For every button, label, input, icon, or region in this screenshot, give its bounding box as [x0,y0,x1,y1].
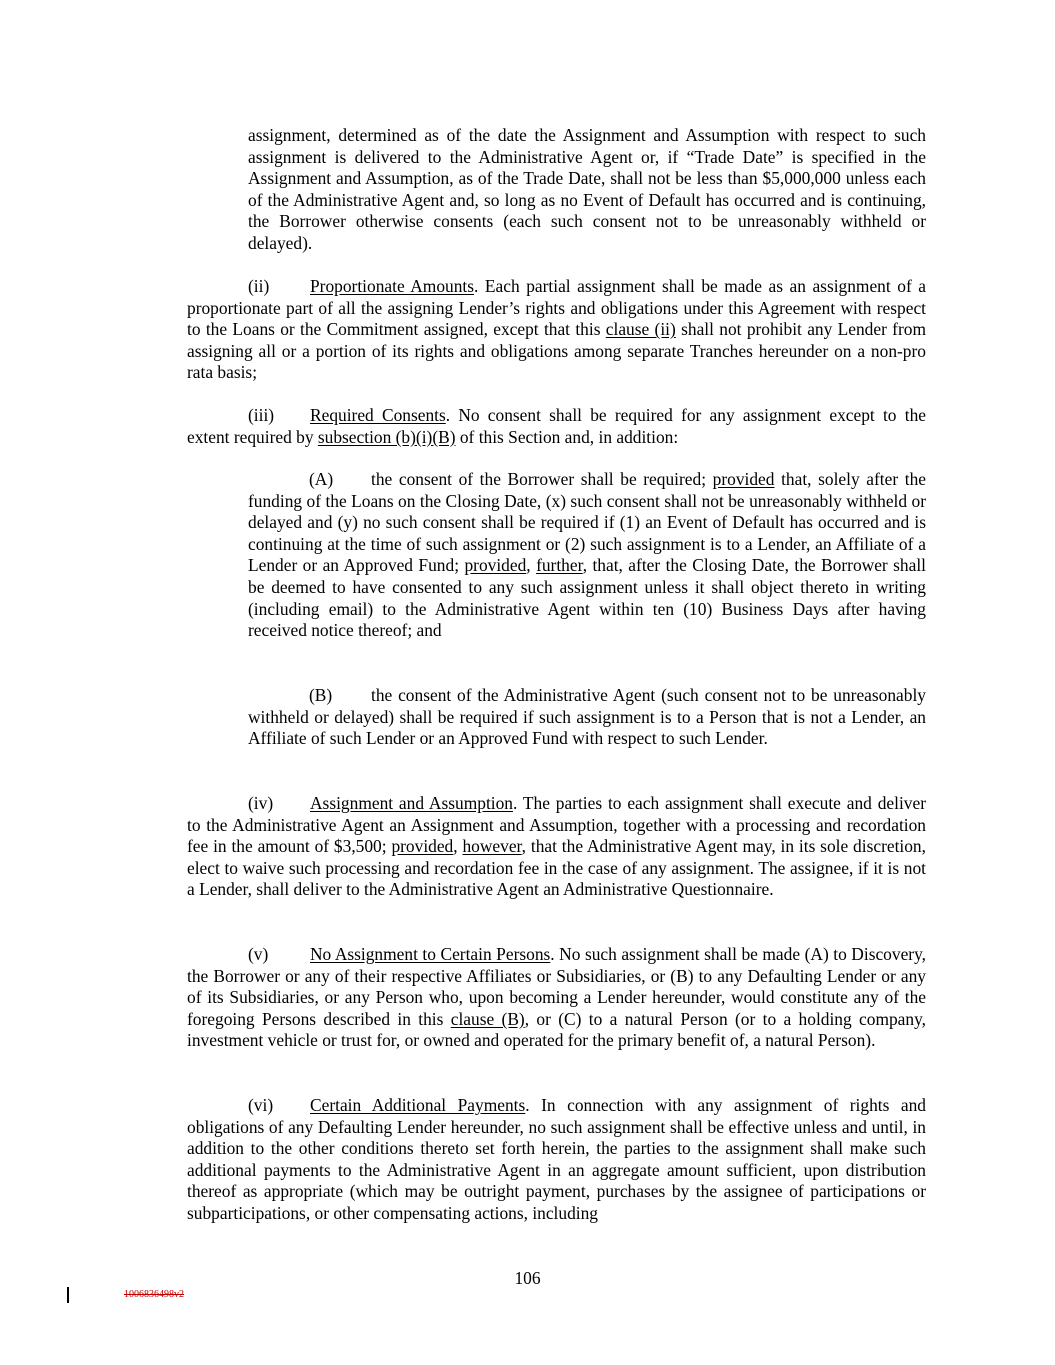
clause-vi-text-1: . In connection with any assignment of rights and obligations of any Defaulting Lender hereunder, no such assignment shall be effective unless and until, in addition to the other conditions thereto set forth herein, the parties to the assignment shall make such additional payments to the Administrative Agent in an aggregate amount sufficient, upon distribution thereof as appropriate (which may be outright payment, purchases by the assignee of participations or subparticipations, or other compensating actions, including [187,1095,926,1223]
clause-ii-text-1: . Each partial assignment shall be made as an assignment of a proportionate part of all the assigning Lender’s rights and obligations under this Agreement with respect to the Loans or the Commitment assigned, except that this [187,276,926,340]
clause-A-text-1: the consent of the Borrower shall be required; [371,469,713,489]
clause-v-cross-reference: clause (B) [450,1008,525,1029]
clause-v-heading: No Assignment to Certain Persons [310,944,551,964]
clause-A-text-2: that, solely after the funding of the Loans on the Closing Date, (x) such consent shall not be unreasonably withheld or delayed and (y) no such consent shall be required if (1) an Event of Default has occurred and is continuing at the time of such assignment or (2) such assignment is to a Lender, an Affiliate of a Lender or an Approved Fund; [248,469,926,576]
clause-vi-number: (vi) [248,1095,274,1115]
continuation-text: assignment, determined as of the date the Assignment and Assumption with respect to such assignment is delivered to the Administrative Agent or, if “Trade Date” is specified in the Assignment and Assumption, as of the Trade Date, shall not be less than $5,000,000 unless each of the Administrative Agent and, so long as no Event of Default has occurred and is continuing, the Borrower otherwise consents (each such consent not to be unreasonably withheld or delayed). [248,125,926,253]
clause-iv-text-3: , that the Administrative Agent may, in its sole discretion, elect to waive such processing and recordation fee in the case of any assignment. The assignee, if it is not a Lender, shall deliver to the Administrative Agent an Administrative Questionnaire. [187,836,926,900]
clause-vi-heading: Certain Additional Payments [310,1095,526,1115]
page-number: 106 [514,1268,541,1288]
clause-A-proviso-1: provided [712,469,775,489]
clause-B-paragraph [248,685,926,750]
clause-iv-text-1: . The parties to each assignment shall execute and deliver to the Administrative Agent an Assignment and Assumption, together with a processing and recordation fee in the amount of $3,500; [187,793,926,857]
clause-B-text-1: the consent of the Administrative Agent (such consent not to be unreasonably withheld or delayed) shall be required if such assignment is to a Person that is not a Lender, an Affiliate of such Lender or an Approved Fund with respect to such Lender. [248,685,926,749]
clause-ii-paragraph [187,276,926,384]
change-bar [67,1287,69,1303]
clause-ii-cross-reference: clause (ii) [605,319,676,340]
clause-iii-text-2: of this Section and, in addition: [455,426,679,447]
clause-iv-paragraph [187,793,926,901]
clause-A-proviso-3: further [536,555,583,576]
clause-A-number: (A) [309,469,334,489]
clause-A-text-4: , that, after the Closing Date, the Borrower shall be deemed to have consented to any such assignment unless it shall object thereto in writing (including email) to the Administrative Agent within ten (10) Business Days after having received notice thereof; and [248,555,926,641]
clause-v-text-2: , or (C) to a natural Person (or to a holding company, investment vehicle or trust for, or owned and operated for the primary benefit of, a natural Person). [187,1008,927,1051]
clause-A-proviso-2: provided [464,555,527,576]
clause-iii-cross-reference: subsection (b)(i)(B) [317,426,456,447]
clause-iii-heading: Required Consents [310,405,446,425]
clause-iv-proviso-1: provided [391,836,454,857]
clause-v-text-1: . No such assignment shall be made (A) to Discovery, the Borrower or any of their respective Affiliates or Subsidiaries, or (B) to any Defaulting Lender or any of its Subsidiaries, or any Person who, upon becoming a Lender hereunder, would constitute any of the foregoing Persons described in this [187,944,926,1029]
clause-iii-text-1: . No consent shall be required for any assignment except to the extent required by [187,405,926,447]
clause-iv-proviso-2: however [462,836,522,857]
clause-iv-heading: Assignment and Assumption [310,793,513,813]
clause-iii-number: (iii) [248,405,275,425]
clause-iv-number: (iv) [248,793,274,813]
clause-v-paragraph [187,944,926,1052]
clause-ii-number: (ii) [248,276,270,296]
clause-ii-heading: Proportionate Amounts [310,276,475,296]
clause-ii-text-2: shall not prohibit any Lender from assigning all or a portion of its rights and obligations among separate Tranches hereunder on a non-pro rata basis; [187,319,926,383]
clause-vi-paragraph [187,1095,926,1225]
clause-iv-text-2: , [453,836,463,857]
clause-A-text-3: , [526,555,537,576]
clause-A-paragraph [248,469,926,642]
continuation-paragraph [248,125,926,255]
clause-B-number: (B) [309,685,333,705]
document-id: 1006836498v2 [124,1289,184,1300]
clause-iii-paragraph [187,405,926,448]
clause-v-number: (v) [248,944,269,964]
